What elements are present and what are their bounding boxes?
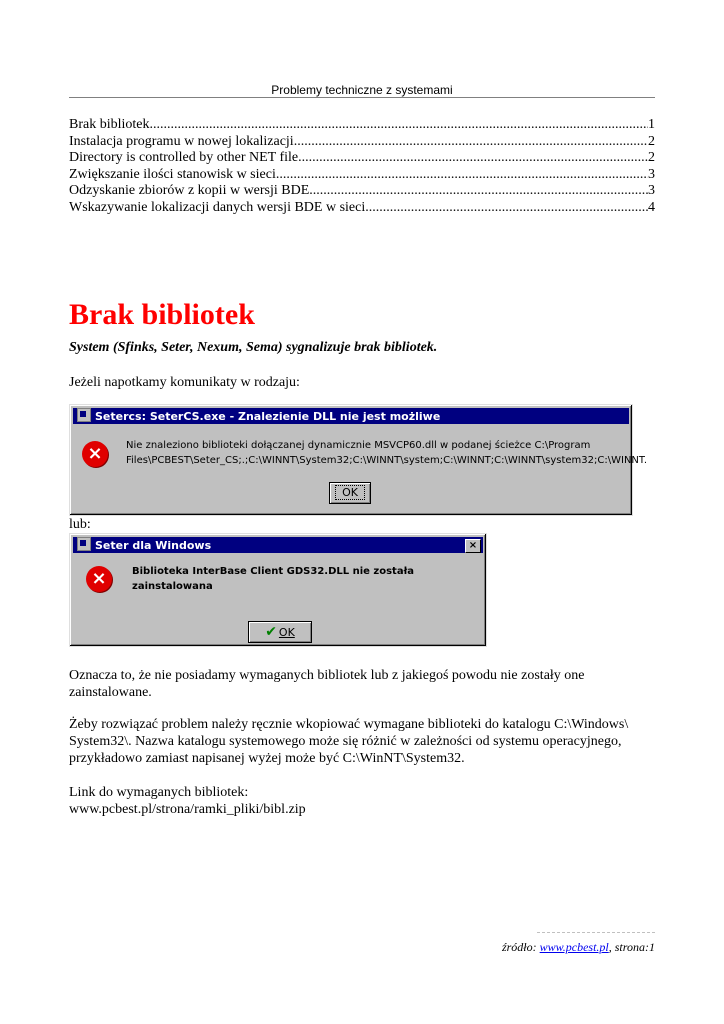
paragraph: Oznacza to, że nie posiadamy wymaganych bibliotek lub z jakiegoś powodu nie zostały one zainstalowane. <box>69 668 585 700</box>
checkmark-icon: ✔ <box>265 624 277 640</box>
link-label: Link do wymaganych bibliotek: <box>69 785 249 800</box>
header-rule <box>69 97 655 98</box>
page-footer: źródło: www.pcbest.pl, strona:1 <box>501 940 655 954</box>
toc-entry[interactable] <box>69 150 655 167</box>
intro-paragraph: Jeżeli napotkamy komunikaty w rodzaju: <box>69 375 300 390</box>
toc-entry-title: Zwiększanie ilości stanowisk w sieci <box>69 166 276 182</box>
close-button[interactable]: × <box>465 539 481 553</box>
download-link[interactable]: www.pcbest.pl/strona/ramki_pliki/bibl.zip <box>69 802 306 817</box>
toc-entry-page: 1 <box>648 117 655 132</box>
dialog-message-line: Nie znaleziono biblioteki dołączanej dynamicznie MSVCP60.dll w podanej ścieżce C:\Program <box>126 440 591 451</box>
page-header: Problemy techniczne z systemami <box>271 83 453 97</box>
toc-entry[interactable] <box>69 117 655 134</box>
toc-entry-title: Odzyskanie zbiorów z kopii w wersji BDE <box>69 183 310 199</box>
toc-entry-page: 4 <box>648 199 655 215</box>
footer-rule <box>537 932 655 933</box>
toc-entry[interactable] <box>69 167 655 184</box>
interbase-error-dialog <box>69 533 487 647</box>
dialog-title: Seter dla Windows <box>95 539 212 552</box>
dialog-message: Biblioteka InterBase Client GDS32.DLL nie została zainstalowana <box>132 566 415 592</box>
toc-entry-page: 2 <box>648 150 655 166</box>
toc-entry-title: Instalacja programu w nowej lokalizacji <box>69 133 294 149</box>
dialog-message <box>126 438 647 468</box>
toc-entry-page: 3 <box>648 183 655 199</box>
window-icon <box>77 408 91 422</box>
section-heading: Brak bibliotek <box>69 298 255 331</box>
toc-entry-title: Wskazywanie lokalizacji danych wersji BDE w sieci <box>69 199 366 215</box>
dll-error-dialog <box>69 404 648 516</box>
paragraph: Żeby rozwiązać problem należy ręcznie wkopiować wymagane biblioteki do katalogu C:\Windows\ System32\. Nazwa katalogu systemowego może się różnić w zależności od systemu operacyjnego, przykładowo zamiast napisanej wyżej może być C:\WinNT\System32. <box>69 717 629 766</box>
toc-entry-title: Directory is controlled by other NET file <box>69 150 299 166</box>
section-subtitle: System (Sfinks, Seter, Nexum, Sema) sygnalizuje brak bibliotek. <box>69 340 438 355</box>
dialog-title-bar <box>73 408 629 424</box>
error-icon: × <box>82 441 108 467</box>
dialog-message-line: Files\PCBEST\Seter_CS;.;C:\WINNT\System32;C:\WINNT\system;C:\WINNT;C:\WINNT\system32;C:\WINNT. <box>126 455 648 466</box>
table-of-contents <box>69 117 655 217</box>
toc-entry[interactable] <box>69 200 655 217</box>
dialog-title: Setercs: SeterCS.exe - Znalezienie DLL nie jest możliwe <box>95 410 441 423</box>
toc-entry-title: Brak bibliotek <box>69 117 150 132</box>
or-label: lub: <box>69 517 91 532</box>
toc-entry-page: 3 <box>648 166 655 182</box>
toc-entry[interactable] <box>69 183 655 200</box>
error-icon: × <box>86 566 112 592</box>
toc-entry-page: 2 <box>648 133 655 149</box>
dialog-title-bar <box>73 537 483 553</box>
ok-button[interactable]: OK <box>329 482 371 504</box>
window-icon <box>77 537 91 551</box>
ok-button[interactable]: ✔ OK <box>248 621 312 643</box>
toc-entry[interactable] <box>69 134 655 151</box>
footer-link[interactable]: www.pcbest.pl <box>539 940 609 954</box>
